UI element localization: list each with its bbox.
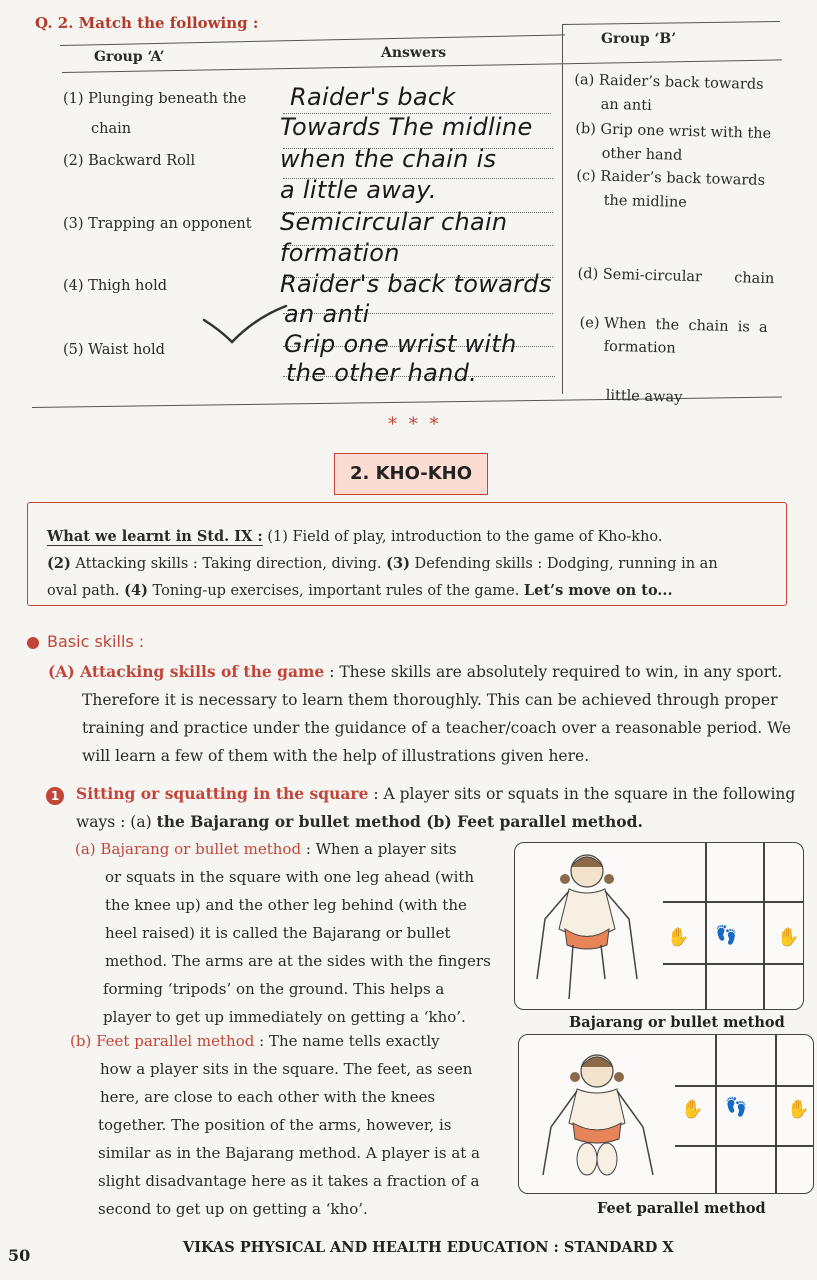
item1-line-2a: ways : (a): [76, 813, 157, 831]
learnt-num-4: (4): [124, 582, 148, 599]
learnt-line-2: [47, 550, 777, 578]
handwritten-answer: formation: [280, 239, 400, 267]
group-b-item-c-line1: (c) Raider’s back towards: [576, 168, 766, 189]
hand-print-icon: ✋: [777, 927, 800, 948]
method-b-line-1: : The name tells exactly: [254, 1032, 440, 1050]
learnt-lead: What we learnt in Std. IX :: [47, 528, 263, 545]
group-b-item-b-line1: (b) Grip one wrist with the: [575, 121, 772, 143]
group-b-item-d-line2: formation: [603, 338, 676, 357]
attacking-line-1: : These skills are absolutely required to win, in any sport.: [324, 663, 783, 681]
method-b-line: how a player sits in the square. The feet, as seen: [100, 1060, 473, 1078]
handwritten-answer: Semicircular chain: [280, 208, 508, 236]
method-a-line: or squats in the square with one leg ahead (with: [105, 868, 475, 886]
learnt-line-2-text-b: Defending skills : Dodging, running in an: [409, 556, 718, 572]
group-b-item-a: [573, 68, 763, 121]
tick-mark-icon: [200, 300, 290, 350]
footer-book-title: VIKAS PHYSICAL AND HEALTH EDUCATION : STANDARD X: [183, 1239, 674, 1256]
header-group-b: Group ‘B’: [601, 31, 677, 47]
learnt-line-2-text: Attacking skills : Taking direction, diving.: [70, 556, 387, 572]
group-a-item-2: (2) Backward Roll: [63, 153, 196, 169]
header-group-a: Group ‘A’: [94, 49, 165, 65]
player-squatting-icon: [525, 849, 655, 1009]
hand-print-icon: ✋: [787, 1099, 810, 1120]
method-a-line: the knee up) and the other leg behind (with the: [105, 896, 467, 914]
handwritten-answer: the other hand.: [286, 359, 478, 387]
learnt-line-3: [47, 577, 777, 605]
group-a-item-1: (1) Plunging beneath the: [63, 91, 247, 107]
player-feet-parallel-icon: [529, 1047, 669, 1187]
group-a-item-3: (3) Trapping an opponent: [63, 216, 252, 232]
method-b-line: together. The position of the arms, however, is: [98, 1116, 452, 1134]
table-column-divider: [562, 24, 563, 394]
table-top-rule-right: [562, 21, 780, 25]
hand-print-icon: ✋: [667, 927, 690, 948]
item-number-badge: 1: [46, 787, 64, 805]
method-a-line: heel raised) it is called the Bajarang or bullet: [105, 924, 451, 942]
question-heading: [35, 14, 258, 32]
group-b-item-b-line2: other hand: [601, 145, 683, 164]
group-b-item-a-line2: an anti: [600, 96, 652, 115]
item1-line-1: : A player sits or squats in the square in the following: [368, 785, 796, 803]
handwritten-answer: an anti: [284, 300, 370, 328]
method-a-line: method. The arms are at the sides with the fingers: [105, 952, 491, 970]
method-b-line: second to get up on getting a ‘kho’.: [98, 1200, 368, 1218]
group-b-item-b: [574, 117, 771, 170]
attacking-skills-label: (A) Attacking skills of the game: [48, 662, 325, 681]
group-b-item-c: [575, 164, 765, 217]
learnt-line-3-text: oval path.: [47, 583, 125, 599]
learnt-num-3: (3): [386, 555, 410, 572]
question-title: Match the following :: [78, 14, 259, 32]
lets-move-on: Let’s move on to...: [523, 582, 673, 599]
group-a-item-4: (4) Thigh hold: [63, 278, 168, 294]
caption-bajarang: Bajarang or bullet method: [569, 1014, 785, 1031]
learnt-num-2: (2): [47, 555, 71, 572]
table-top-rule: [60, 34, 565, 46]
method-b-para: [70, 1027, 510, 1223]
caption-feet-parallel: Feet parallel method: [597, 1200, 766, 1217]
learnt-line-3-text-b: Toning-up exercises, important rules of the game.: [147, 583, 524, 599]
question-number: Q. 2.: [35, 14, 74, 32]
group-b-item-e-line1: (e) When the chain is a: [579, 315, 768, 336]
attacking-skills-para: [48, 658, 800, 770]
method-b-line: here, are close to each other with the knees: [100, 1088, 436, 1106]
group-a-item-5: (5) Waist hold: [63, 342, 165, 358]
handwritten-answer: a little away.: [280, 176, 437, 204]
method-a-para: [75, 835, 505, 1031]
handwritten-answer: Grip one wrist with: [284, 330, 517, 358]
attacking-line-3: training and practice under the guidance of a teacher/coach over a reasonable period. We: [82, 719, 792, 737]
chapter-title: 2. KHO-KHO: [334, 453, 488, 495]
handwritten-answer: when the chain is: [280, 145, 497, 173]
method-a-line: forming ‘tripods’ on the ground. This helps a: [103, 980, 445, 998]
feet-parallel-figure: [518, 1034, 814, 1194]
handwritten-answer: Raider's back towards: [280, 270, 552, 298]
foot-print-icon: 👣: [725, 1097, 748, 1118]
method-a-line-1: : When a player sits: [301, 840, 457, 858]
handwritten-answer: Towards The midline: [280, 113, 533, 141]
group-a-item-1-cont: chain: [91, 121, 132, 137]
attacking-line-4: will learn a few of them with the help of illustrations given here.: [82, 747, 590, 765]
item1-para: [76, 780, 801, 836]
item1-label: Sitting or squatting in the square: [76, 784, 369, 803]
header-answers: Answers: [381, 45, 447, 61]
foot-print-icon: 👣: [715, 925, 738, 946]
learnt-box: [27, 502, 787, 606]
method-a-label: (a) Bajarang or bullet method: [75, 840, 302, 858]
learnt-line-1: [47, 523, 777, 551]
learnt-line-1-text: (1) Field of play, introduction to the game of Kho-kho.: [262, 529, 663, 545]
group-b-item-a-line1: (a) Raider’s back towards: [574, 72, 764, 93]
handwritten-answer: Raider's back: [290, 83, 456, 111]
basic-skills-heading: Basic skills :: [47, 632, 145, 651]
group-b-item-c-line2: the midline: [603, 192, 688, 211]
method-b-line: slight disadvantage here as it takes a fraction of a: [98, 1172, 480, 1190]
group-b-item-d-line1: (d) Semi-circular chain: [577, 266, 775, 288]
item1-line-2b: the Bajarang or bullet method (b) Feet parallel method.: [156, 812, 643, 831]
bullet-icon: [27, 637, 39, 649]
group-b-item-e: [577, 263, 769, 436]
page-number: 50: [8, 1246, 31, 1265]
group-b-item-e-line2: little away: [605, 387, 683, 406]
bajarang-figure: [514, 842, 804, 1010]
method-b-line: similar as in the Bajarang method. A player is at a: [98, 1144, 481, 1162]
method-a-line: player to get up immediately on getting a ‘kho’.: [103, 1008, 466, 1026]
hand-print-icon: ✋: [681, 1099, 704, 1120]
section-separator: * * *: [388, 414, 442, 435]
method-b-label: (b) Feet parallel method: [70, 1032, 255, 1050]
attacking-line-2: Therefore it is necessary to learn them thoroughly. This can be achieved through proper: [82, 691, 778, 709]
